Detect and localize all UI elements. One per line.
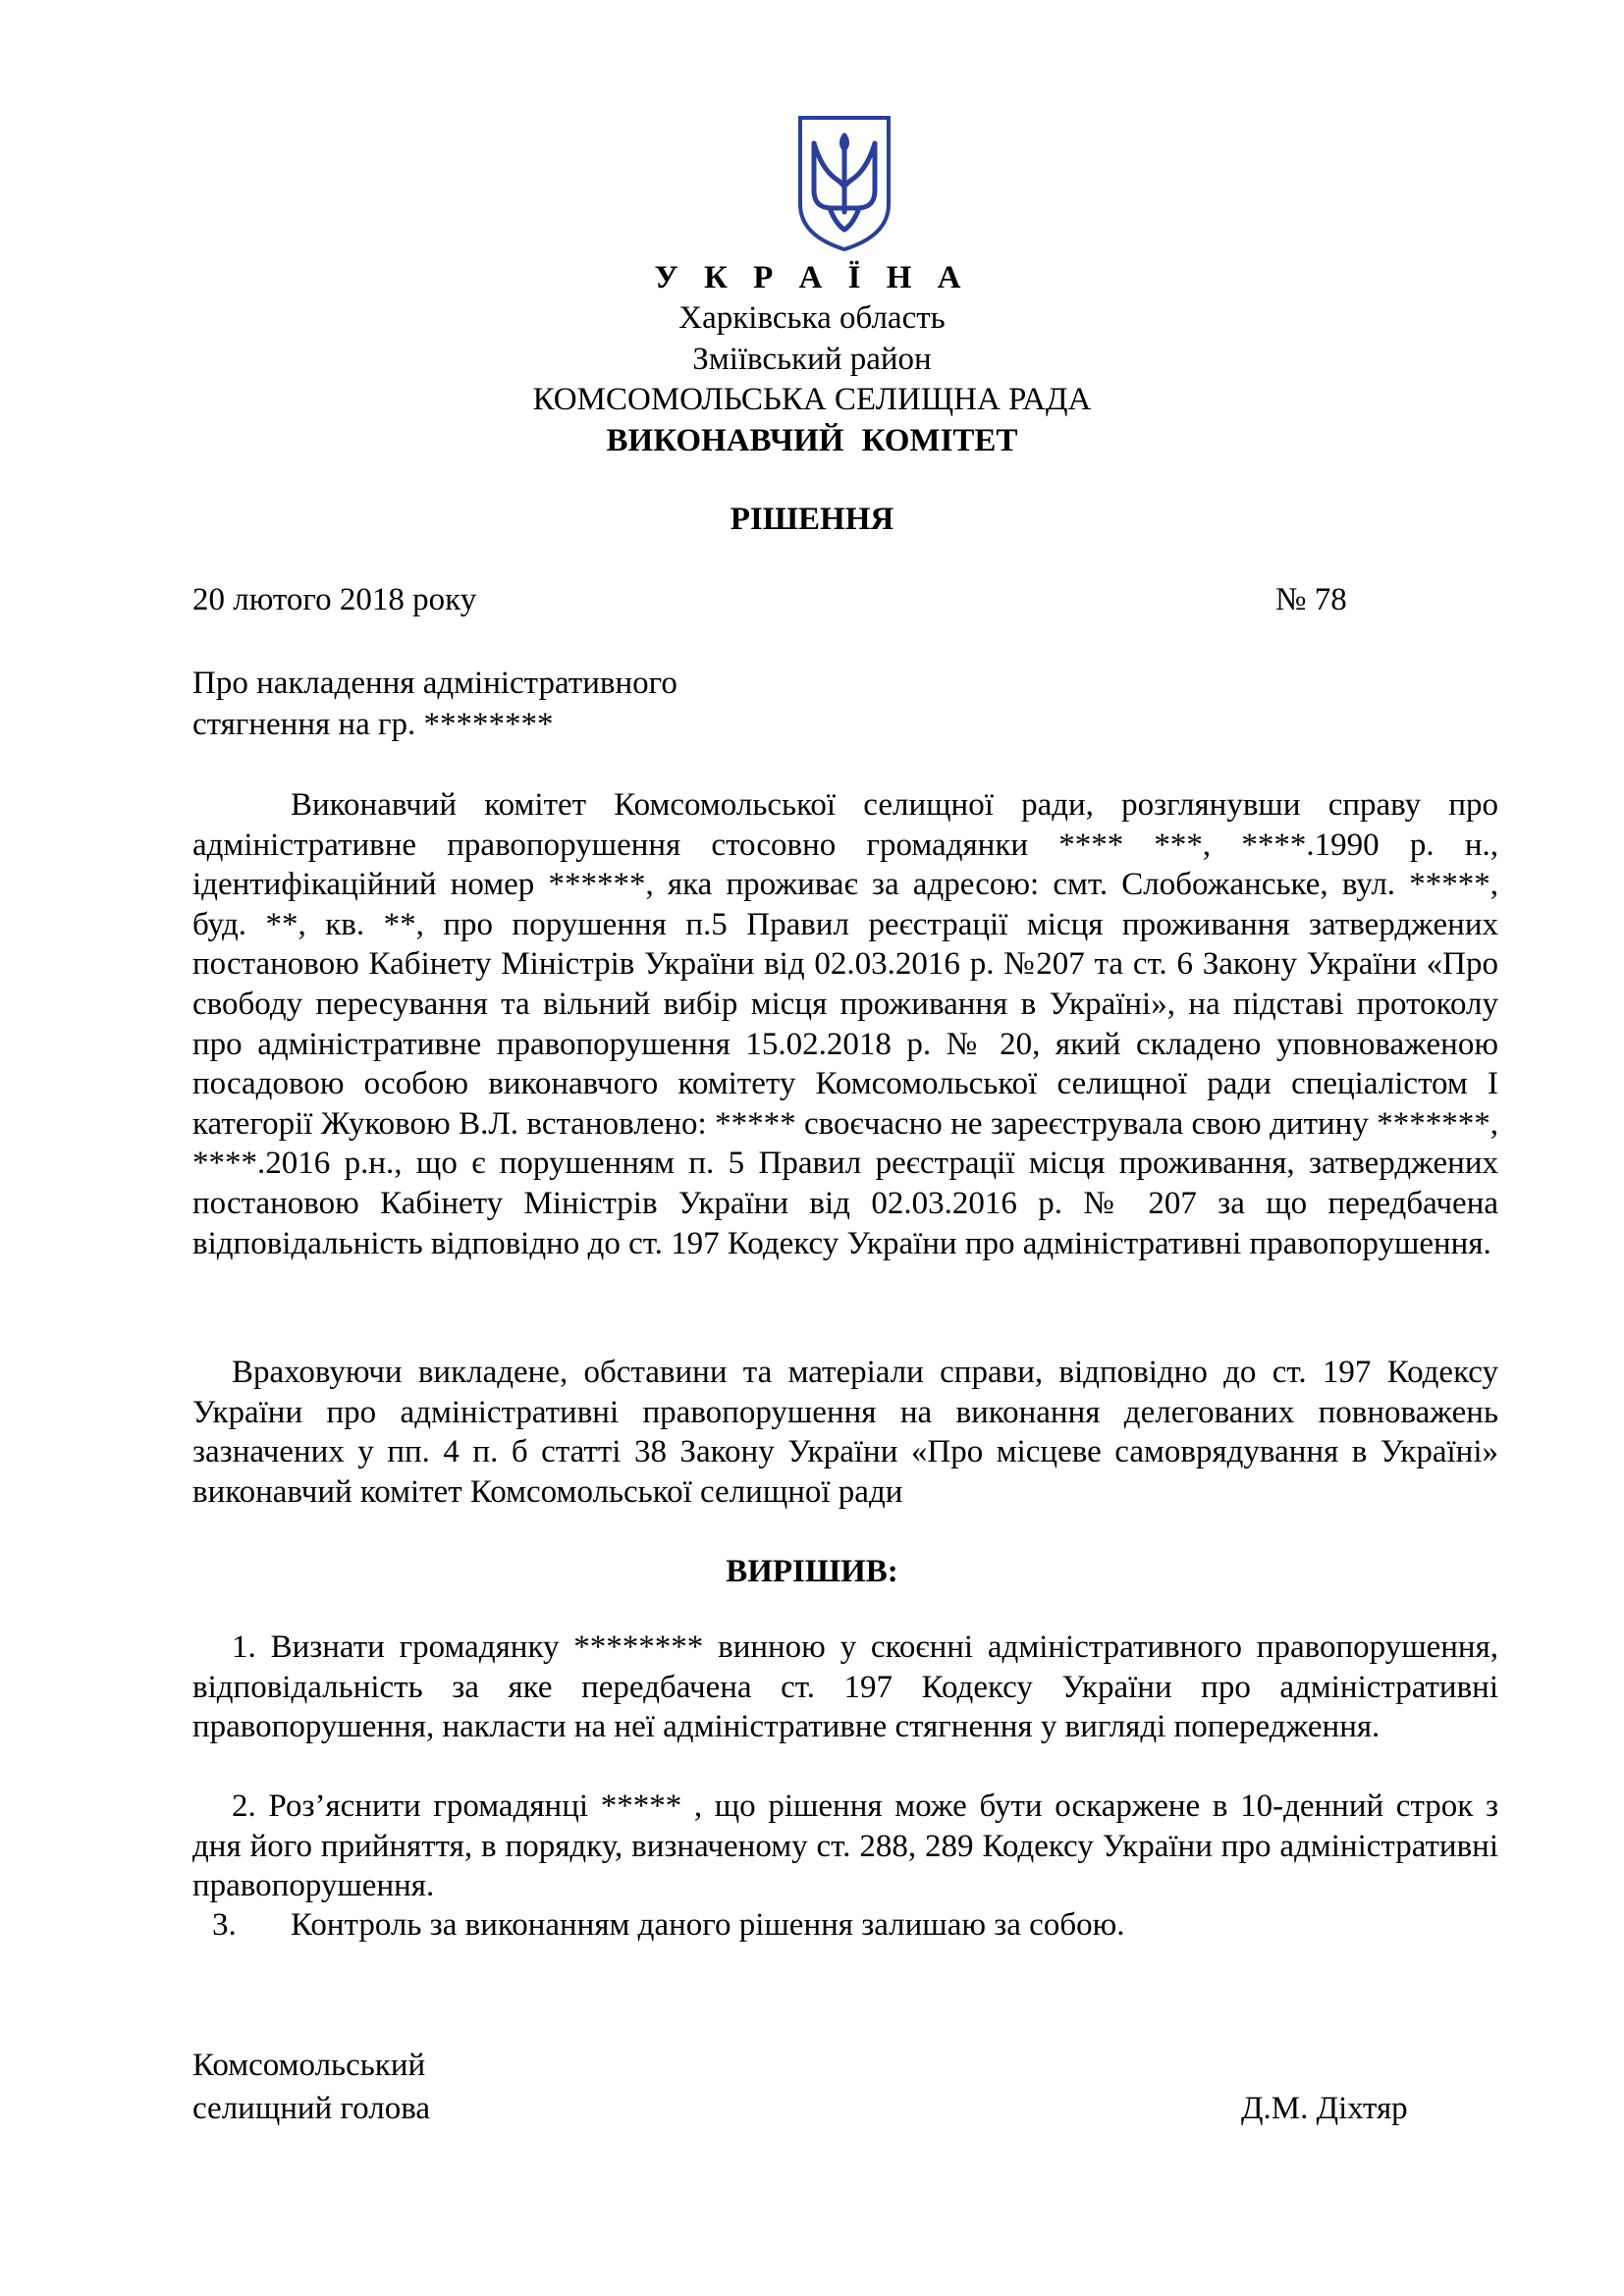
trident-emblem <box>796 114 893 253</box>
raion-name: Зміївський район <box>692 342 932 377</box>
item-number: 3. <box>212 1907 237 1943</box>
item-number: 2. <box>232 1789 256 1824</box>
date-number-line <box>192 579 1371 620</box>
body-paragraph-2: Враховуючи викладене, обставини та матеріали справи, відповідно до ст. 197 Кодексу України про адміністративні правопорушення на виконання делегованих повноважень зазначених у пп. 4 п. б статті 38 Закону України «Про місцеве самоврядування в Україні» виконавчий комітет Комсомольської селищної ради <box>192 1355 1498 1510</box>
decision-subject <box>192 663 880 745</box>
document-type: РІШЕННЯ <box>730 502 894 537</box>
resolved-heading: ВИРІШИВ: <box>726 1554 898 1589</box>
country-title: У К Р А Ї Н А <box>654 260 970 295</box>
oblast-name: Харківська область <box>678 300 946 336</box>
resolution-item <box>192 1787 1498 1906</box>
resolution-item <box>192 1628 1498 1747</box>
resolution-item <box>192 1905 1498 1946</box>
council-name: КОМСОМОЛЬСЬКА СЕЛИЩНА РАДА <box>532 382 1092 417</box>
body-paragraph-1: Виконавчий комітет Комсомольської селищної ради, розглянувши справу про адміністративне правопорушення стосовно громадянки **** ***, ****.1990 р. н., ідентифікаційний номер ******, яка проживає за адресою: смт. Слобожанське, вул. *****, буд. **, кв. **, про порушення п.5 Правил реєстрації місця проживання затверджених постановою Кабінету Міністрів України від 02.03.2016 р. №207 та ст. 6 Закону України «Про свободу пересування та вільний вибір місця проживання в Україні», на підставі протоколу про адміністративне правопорушення 15.02.2018 р. № 20, який складено уповноваженою посадовою особою виконавчого комітету Комсомольської селищної ради спеціалістом І категорії Жуковою В.Л. встановлено: ***** своєчасно не зареєструвала свою дитину *******, ****.2016 р.н., що є порушенням п. 5 Правил реєстрації місця проживання, затверджених постановою Кабінету Міністрів України від 02.03.2016 р. № 207 за що передбачена відповідальність відповідно до ст. 197 Кодексу України про адміністративні правопорушення. <box>192 787 1498 1261</box>
decision-date: 20 лютого 2018 року <box>192 582 477 617</box>
item-number: 1. <box>232 1629 256 1665</box>
signatory-name: Д.М. Діхтяр <box>1241 2091 1408 2126</box>
decision-number: № 78 <box>1275 582 1347 617</box>
signatory-title-line-2: селищний голова <box>192 2091 431 2126</box>
committee-name: ВИКОНАВЧИЙ КОМІТЕТ <box>606 423 1018 458</box>
subject-line-1: Про накладення адміністративного <box>192 666 677 701</box>
signatory-title-line-1: Комсомольський <box>192 2048 426 2083</box>
item-text: Роз’яснити громадянці ***** , що рішення може бути оскаржене в 10-денний строк з дня його прийняття, в порядку, визначеному ст. 288, 289 Кодексу України про адміністративні правопорушення. <box>192 1789 1499 1904</box>
item-text: Контроль за виконанням даного рішення залишаю за собою. <box>291 1907 1125 1943</box>
subject-line-2: стягнення на гр. ******** <box>192 707 554 742</box>
item-text: Визнати громадянку ******** винною у скоєнні адміністративного правопорушення, відповідальність за яке передбачена ст. 197 Кодексу України про адміністративні правопорушення, накласти на неї адміністративне стягнення у вигляді попередження. <box>192 1629 1498 1745</box>
